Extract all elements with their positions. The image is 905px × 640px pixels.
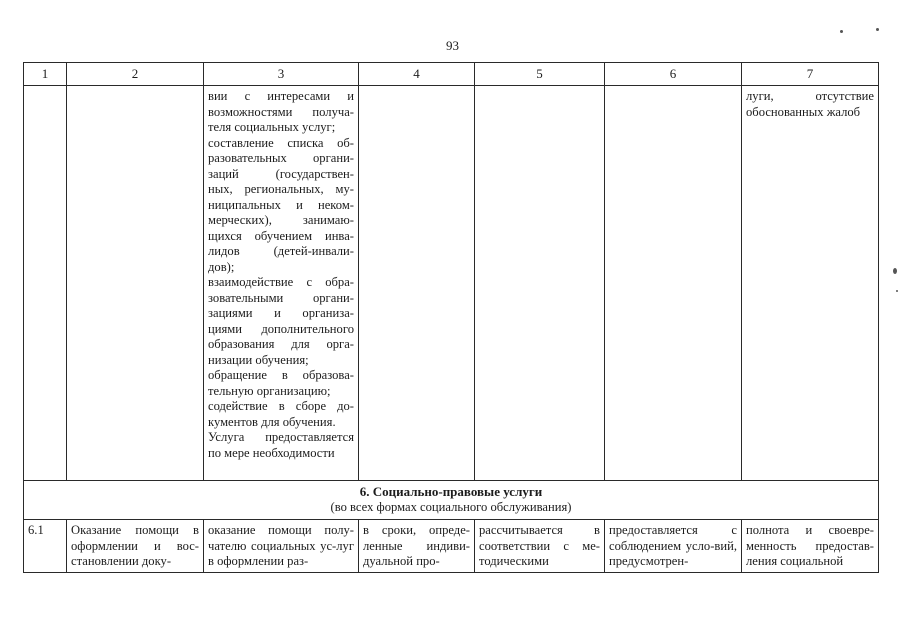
column-header-4: 4 (359, 63, 475, 86)
continued-service-row (24, 86, 879, 481)
cell-continued-4 (359, 86, 475, 481)
cell-6-1-description: оказание помощи полу-чателю социальных ус-луг в оформлении раз- (204, 520, 359, 573)
continued-description-line: образования для орга- (208, 337, 354, 351)
continued-description-line: Услуга предоставляется (208, 430, 354, 444)
continued-description-line: дов); (208, 259, 235, 274)
cell-continued-2 (67, 86, 204, 481)
column-header-2: 2 (67, 63, 204, 86)
scan-speck (840, 30, 843, 33)
continued-description-line: теля социальных услуг; (208, 120, 336, 134)
page-number: 93 (446, 38, 459, 53)
continued-description-line: зациями и организа- (208, 306, 354, 320)
continued-description-line: низации обучения; (208, 352, 309, 367)
section-subtitle: (во всех формах социального обслуживания) (330, 499, 572, 514)
service-row-6-1 (24, 520, 879, 573)
column-number-header (24, 63, 879, 86)
continued-description-line: циями дополнительного (208, 321, 354, 336)
continued-description-line: ниципальных и неком- (208, 197, 354, 212)
continued-quality-line: обоснованных жалоб (746, 104, 861, 119)
continued-description-line: зовательными органи- (208, 290, 354, 305)
continued-description-line: вии с интересами и (208, 89, 354, 103)
continued-description-line: взаимодействие с обра- (208, 275, 354, 289)
continued-description-line: по мере необходимости (208, 445, 335, 460)
column-header-6: 6 (605, 63, 742, 86)
continued-description-line: ных, региональных, му- (208, 182, 354, 196)
continued-description-line: мерческих), занимаю- (208, 213, 354, 227)
scan-speck (893, 268, 897, 274)
continued-description-line: обращение в образова- (208, 368, 354, 382)
column-header-7: 7 (742, 63, 879, 86)
continued-description-line: заций (государствен- (208, 166, 354, 181)
column-header-1: 1 (24, 63, 67, 86)
continued-description-line: щихся обучением инва- (208, 228, 354, 243)
continued-description-line: лидов (детей-инвали- (208, 244, 354, 258)
cell-6-1-cost: рассчитывается в соответствии с ме-тодическими (475, 520, 605, 573)
continued-description-line: содействие в сборе до- (208, 399, 354, 413)
section-heading-cell (24, 481, 879, 520)
cell-continued-3 (204, 86, 359, 481)
column-header-5: 5 (475, 63, 605, 86)
continued-quality-line: луги, отсутствие (746, 89, 874, 103)
continued-description-line: возможностями получа- (208, 104, 354, 119)
continued-description-line: составление списка об- (208, 135, 354, 150)
section-row (24, 481, 879, 520)
cell-6-1-number: 6.1 (24, 520, 67, 573)
cell-6-1-conditions: предоставляется с соблюдением усло-вий, предусмотрен- (605, 520, 742, 573)
section-title: 6. Социально-правовые услуги (359, 484, 543, 499)
cell-6-1-quality: полнота и своевре-менность предостав-ления социальной (742, 520, 879, 573)
cell-continued-1 (24, 86, 67, 481)
cell-continued-6 (605, 86, 742, 481)
continued-description-line: тельную организацию; (208, 383, 331, 398)
column-header-3: 3 (204, 63, 359, 86)
cell-6-1-name: Оказание помощи в оформлении и вос-становлении доку- (67, 520, 204, 573)
cell-continued-5 (475, 86, 605, 481)
cell-continued-7 (742, 86, 879, 481)
services-table (23, 62, 879, 573)
continued-description-line: разовательных органи- (208, 151, 354, 165)
cell-6-1-terms: в сроки, опреде-ленные индиви-дуальной про- (359, 520, 475, 573)
continued-description-line: кументов для обучения. (208, 414, 336, 429)
scan-speck (876, 28, 879, 31)
scan-speck (896, 290, 898, 292)
